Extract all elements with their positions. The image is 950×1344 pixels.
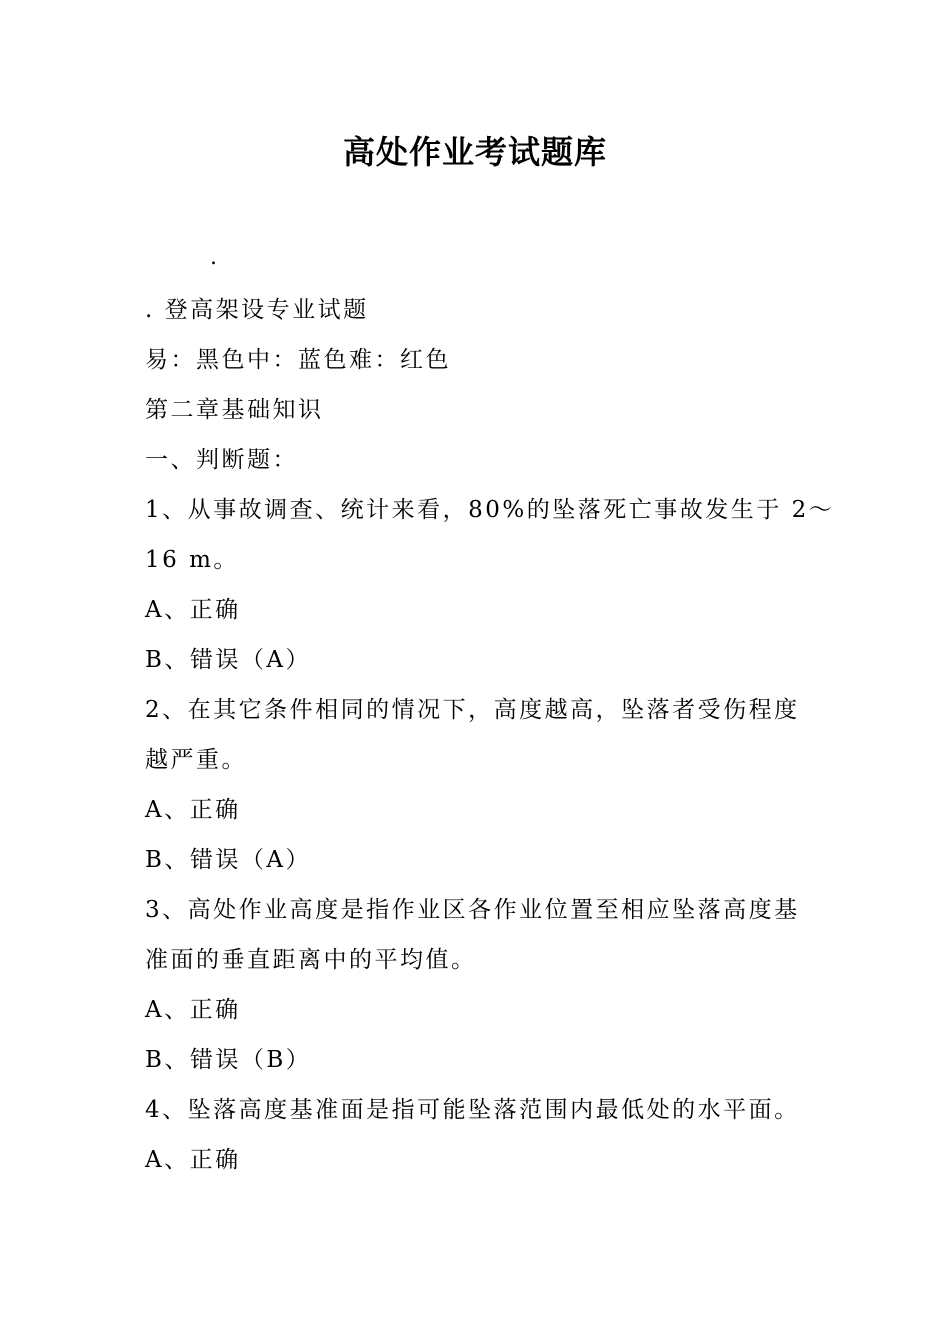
difficulty-legend: 易：黑色中：蓝色难：红色 [145, 347, 451, 373]
question-2-option-a: A、正确 [145, 797, 241, 823]
question-1-option-b: B、错误（A） [145, 647, 312, 673]
subtitle-line: . 登高架设专业试题 [145, 297, 369, 323]
chapter-heading: 第二章基础知识 [145, 397, 324, 423]
question-3-text-cont: 准面的垂直距离中的平均值。 [145, 947, 477, 973]
document-title: 高处作业考试题库 [342, 133, 607, 171]
question-4-option-a: A、正确 [145, 1147, 241, 1173]
question-1-text-cont: 16 m。 [145, 547, 239, 573]
document-body [145, 285, 835, 1185]
stray-dot: . [210, 245, 217, 270]
question-2-text-cont: 越严重。 [145, 747, 247, 773]
question-3-text: 3、高处作业高度是指作业区各作业位置至相应坠落高度基 [145, 897, 800, 923]
question-3-option-b: B、错误（B） [145, 1047, 312, 1073]
question-4-text: 4、坠落高度基准面是指可能坠落范围内最低处的水平面。 [145, 1097, 800, 1123]
question-2-option-b: B、错误（A） [145, 847, 312, 873]
question-1-option-a: A、正确 [145, 597, 241, 623]
question-2-text: 2、在其它条件相同的情况下，高度越高，坠落者受伤程度 [145, 697, 800, 723]
section-heading: 一、判断题： [145, 447, 298, 473]
question-3-option-a: A、正确 [145, 997, 241, 1023]
question-1-text: 1、从事故调查、统计来看，80%的坠落死亡事故发生于 2～ [145, 497, 835, 523]
